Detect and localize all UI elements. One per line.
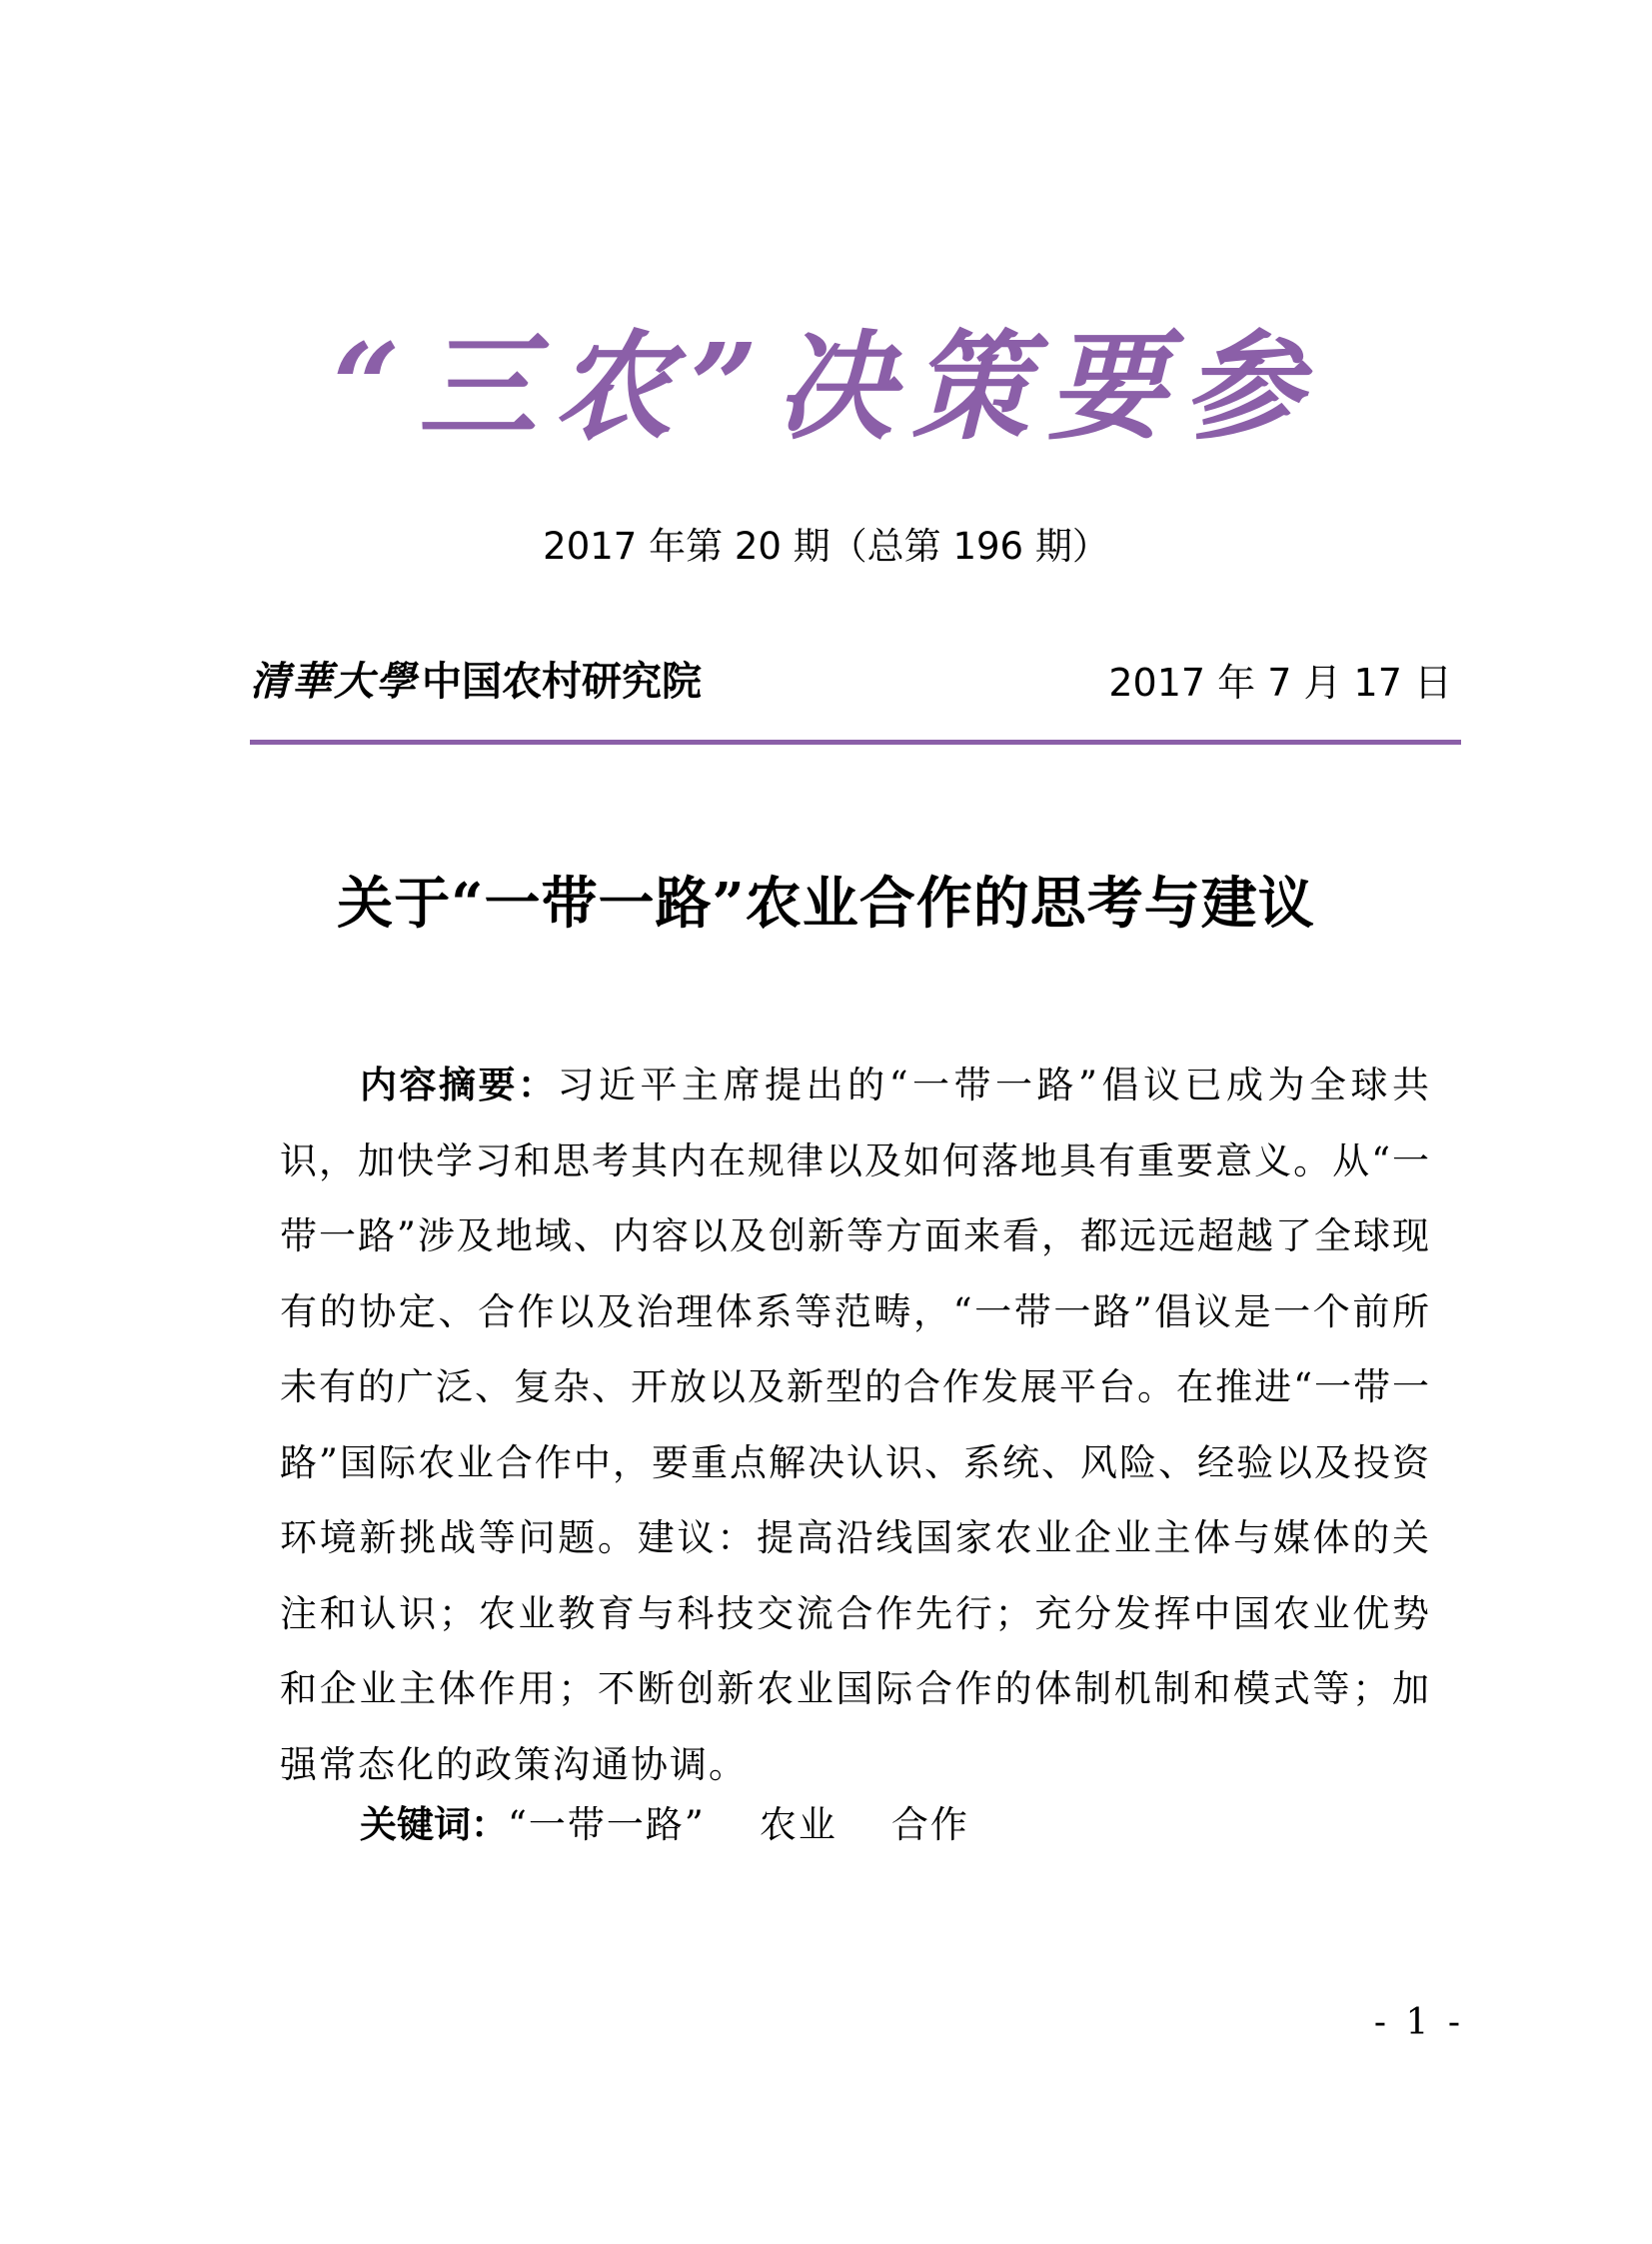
institute-name: 中国农村研究院	[422, 658, 702, 705]
issue-date: 2017 年 7 月 17 日	[1108, 661, 1452, 705]
article-title: 关于“一带一路”农业合作的思考与建议	[337, 871, 1315, 937]
masthead-title: “三农”决策要参	[332, 317, 1320, 456]
keyword-item: 合作	[890, 1803, 969, 1846]
abstract-label: 内容摘要：	[360, 1064, 558, 1107]
header-divider	[250, 740, 1461, 745]
keywords-line	[360, 1803, 969, 1847]
keyword-item: “一带一路”	[508, 1803, 706, 1846]
abstract-text: 习近平主席提出的“一带一路”倡议已成为全球共识，加快学习和思考其内在规律以及如何落地具有重要意义。从“一带一路”涉及地域、内容以及创新等方面来看，都远远超越了全球现有的协定、合作以及治理体系等范畴，“一带一路”倡议是一个前所未有的广泛、复杂、开放以及新型的合作发展平台。在推进“一带一路”国际农业合作中，要重点解决认识、系统、风险、经验以及投资环境新挑战等问题。建议：提高沿线国家农业企业主体与媒体的关注和认识；农业教育与科技交流合作先行；充分发挥中国农业优势和企业主体作用；不断创新农业国际合作的体制机制和模式等；加强常态化的政策沟通协调。	[280, 1064, 1431, 1786]
university-logo: 清華大學	[250, 658, 418, 705]
abstract-paragraph	[280, 1048, 1431, 1802]
keyword-item: 农业	[759, 1803, 837, 1846]
page-number: - 1 -	[1373, 2002, 1464, 2043]
issue-number: 2017 年第 20 期（总第 196 期）	[543, 525, 1109, 568]
keywords-label: 关键词：	[360, 1803, 508, 1846]
